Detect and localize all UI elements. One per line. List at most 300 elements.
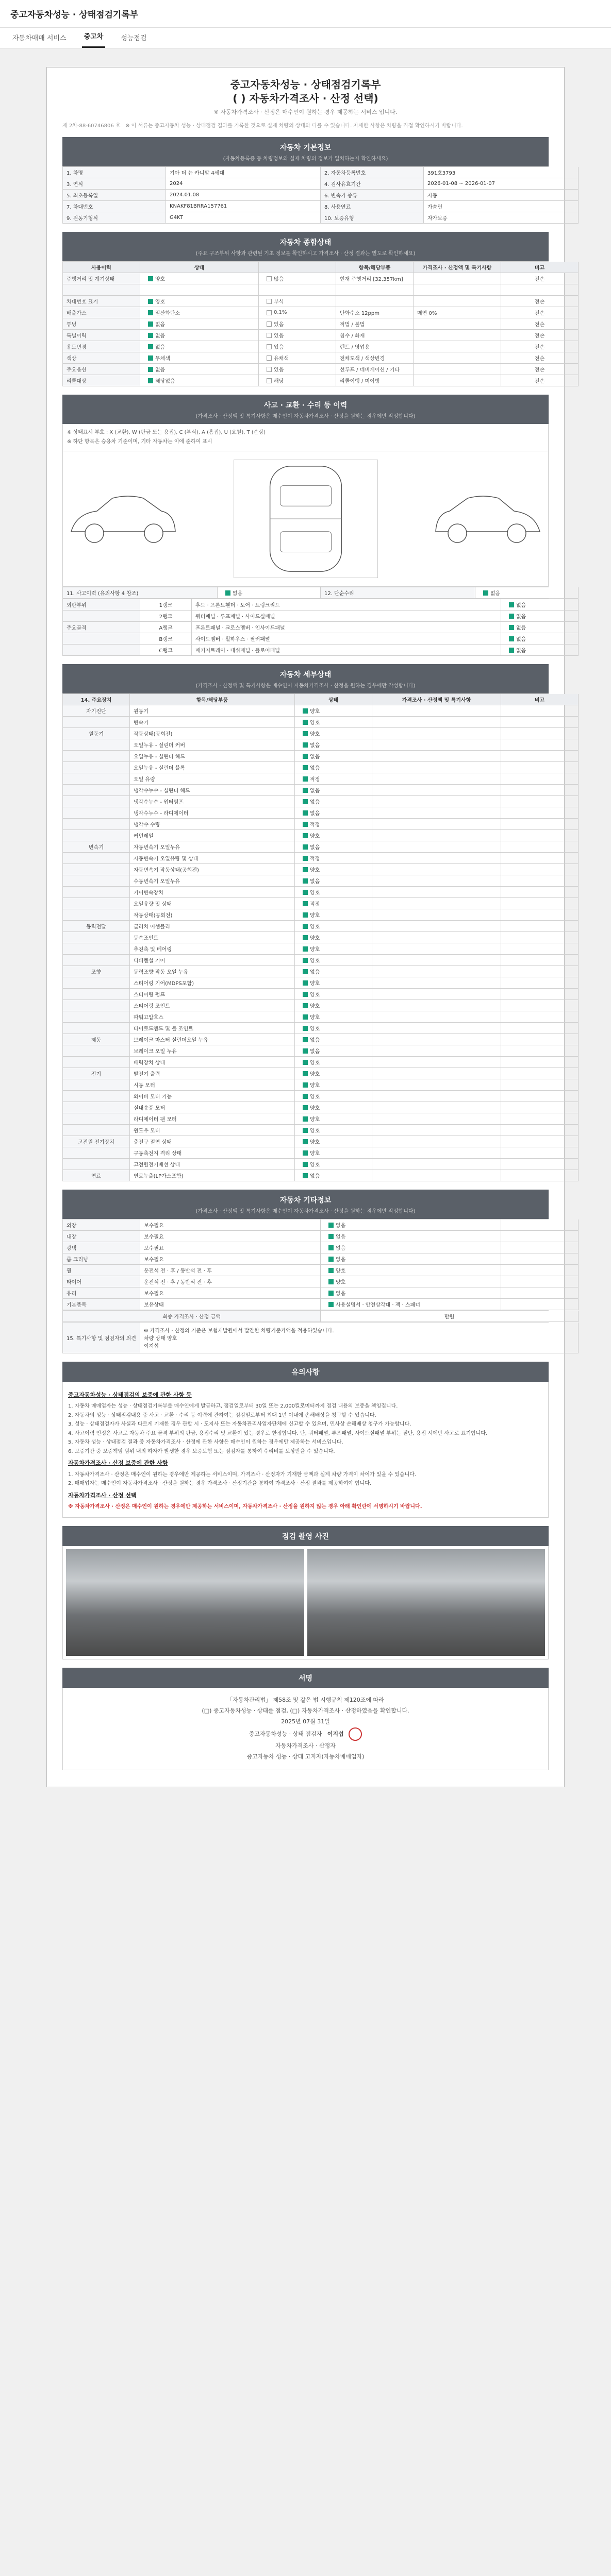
detail-group	[63, 1011, 130, 1023]
checkbox-icon	[267, 299, 272, 304]
detail-group	[63, 943, 130, 955]
extra-val-text: 사용설명서 · 안전삼각대 · 잭 · 스패너	[336, 1302, 420, 1308]
checkbox-icon	[303, 1060, 308, 1065]
status-text: 없음	[155, 333, 166, 339]
rank-cell	[501, 645, 579, 656]
detail-remark	[372, 943, 501, 955]
extra-desc: 보수필요	[140, 1253, 321, 1265]
checkbox-icon	[303, 1071, 308, 1076]
status-text: 전손	[534, 299, 545, 305]
detail-item: 등속조인트	[130, 932, 295, 943]
detail-note	[501, 762, 579, 773]
status-cell	[63, 318, 140, 330]
detail-state	[295, 773, 372, 785]
detail-state-text: 양호	[310, 1026, 320, 1032]
detail-note	[501, 807, 579, 819]
basic-cell: 기아 더 뉴 카니발 4세대	[166, 167, 321, 178]
rank-text: C랭크	[159, 648, 173, 654]
detail-note	[501, 785, 579, 796]
notice-paragraph: 2. 자동차의 성능 · 상태점검내용 중 사고 · 교환 · 수리 등 이력에 관하여는 점검일로부터 최대 1년 이내에 손해배상을 청구할 수 있습니다.	[68, 1412, 376, 1418]
detail-item: 스티어링 조인트	[130, 1000, 295, 1011]
detail-state	[295, 1034, 372, 1045]
detail-note	[501, 853, 579, 864]
detail-note	[501, 1136, 579, 1147]
status-text: 튜닝	[67, 322, 77, 328]
status-cell	[140, 330, 259, 341]
detail-state	[295, 841, 372, 853]
notice-paragraph: 4. 사고이력 인정은 사고로 자동차 주요 골격 부위의 판금, 용접수리 및 교환이 있는 경우로 한정합니다. 단, 쿼터패널, 루프패널, 사이드실패널 부위는 절단, 용접 시에만 사고로 표기합니다.	[68, 1430, 488, 1436]
detail-remark	[372, 1147, 501, 1159]
detail-state	[295, 977, 372, 989]
status-text: 일산화탄소	[155, 311, 180, 316]
extra-note	[501, 1287, 579, 1299]
status-cell	[259, 375, 336, 386]
detail-state-text: 양호	[310, 992, 320, 998]
notice-heading2: 자동차가격조사 · 산정 보증에 관한 사항	[68, 1460, 168, 1467]
rank-cell	[501, 633, 579, 645]
status-text: 전손	[534, 367, 545, 373]
status-text: 있음	[274, 345, 284, 350]
checkbox-icon	[267, 333, 272, 338]
status-text: 전손	[534, 322, 545, 328]
detail-group: 조향	[63, 966, 130, 977]
detail-state-text: 양호	[310, 1162, 320, 1168]
detail-header: 14. 주요장치	[63, 694, 130, 705]
detail-item: 시동 모터	[130, 1079, 295, 1091]
checkbox-icon	[303, 754, 308, 759]
detail-state	[295, 955, 372, 966]
legend-line1: ※ 상태표시 부호 : X (교환), W (판금 또는 용접), C (부식), A (흠집), U (요철), T (손상)	[67, 430, 266, 435]
detail-group: 전기	[63, 1068, 130, 1079]
detail-state	[295, 1125, 372, 1136]
detail-remark	[372, 1023, 501, 1034]
status-text: 없음	[155, 345, 166, 350]
signature-inspector	[63, 1727, 548, 1741]
checkbox-icon	[303, 1037, 308, 1042]
detail-group	[63, 909, 130, 921]
tab-service[interactable]: 자동차매매 서비스	[12, 35, 67, 42]
checkbox-icon	[267, 344, 272, 349]
form-number: 제 2차-88-60746806 호	[62, 123, 121, 129]
status-cell	[501, 341, 579, 352]
checkbox-icon	[328, 1245, 334, 1250]
detail-note	[501, 1159, 579, 1170]
status-text: 부식	[274, 299, 284, 305]
status-cell	[140, 341, 259, 352]
checkbox-icon	[148, 310, 153, 315]
car-left-side-icon	[66, 483, 179, 555]
checkbox-icon	[303, 1048, 308, 1054]
rank-cell	[63, 645, 140, 656]
detail-item: 브레이크 오일 누유	[130, 1045, 295, 1057]
detail-remark	[372, 955, 501, 966]
detail-note	[501, 1170, 579, 1181]
status-text: 배출가스	[67, 311, 87, 316]
inspector-label: 중고자동차성능 · 상태 점검자	[249, 1730, 322, 1737]
accident-question-row	[62, 587, 549, 599]
status-cell	[259, 341, 336, 352]
status-cell	[140, 284, 259, 296]
car-rear-photo[interactable]	[307, 1549, 546, 1656]
checkbox-icon	[267, 355, 272, 361]
rank-cell	[501, 611, 579, 622]
car-front-photo[interactable]	[66, 1549, 304, 1656]
special-note: 차량 상태 양호	[144, 1336, 177, 1342]
signature-block	[62, 1688, 549, 1770]
status-cell	[259, 364, 336, 375]
status-cell	[336, 307, 414, 318]
status-text: 특별이력	[67, 333, 87, 339]
rank-text: 사이드멤버 · 휠하우스 · 필러패널	[195, 637, 270, 642]
status-text: 전손	[534, 345, 545, 350]
final-price-value: 만원	[321, 1311, 579, 1322]
detail-state-text: 양호	[310, 1151, 320, 1157]
status-cell	[501, 296, 579, 307]
status-text: 해당	[274, 379, 284, 384]
inspection-document	[46, 67, 565, 1787]
detail-state	[295, 717, 372, 728]
rank-cell	[501, 622, 579, 633]
checkbox-icon	[303, 1094, 308, 1099]
status-header: 사용이력	[63, 262, 140, 273]
checkbox-icon	[303, 1162, 308, 1167]
status-cell	[336, 364, 414, 375]
final-price-label: 최종 가격조사 · 산정 금액	[63, 1311, 321, 1322]
detail-state-text: 양호	[310, 1060, 320, 1066]
status-cell	[63, 296, 140, 307]
extra-val	[321, 1287, 501, 1299]
detail-state-text: 양호	[310, 1072, 320, 1077]
detail-item: 자동변속기 오일유량 및 상태	[130, 853, 295, 864]
checkbox-icon	[303, 1026, 308, 1031]
special-text: ※ 가격조사 · 산정의 기준은 보험개발원에서 발간한 차량기준가액을 적용하였습니다.	[144, 1328, 334, 1334]
extra-val	[321, 1242, 501, 1253]
status-table	[62, 261, 549, 386]
status-header	[259, 262, 336, 273]
rank-text: 후드 · 프론트휀더 · 도어 · 트렁크리드	[195, 603, 280, 608]
detail-header: 비고	[501, 694, 579, 705]
status-text: 전손	[534, 379, 545, 384]
extra-key: 광택	[63, 1242, 140, 1253]
checkbox-icon	[148, 378, 153, 383]
detail-note	[501, 1034, 579, 1045]
status-text: 침수 / 화재	[340, 333, 365, 339]
checkbox-icon	[148, 321, 153, 327]
rank-text: 없음	[516, 648, 526, 654]
rank-text: 없음	[516, 603, 526, 608]
status-cell	[63, 341, 140, 352]
extra-val	[321, 1219, 501, 1231]
checkbox-icon	[303, 810, 308, 816]
extra-table	[62, 1219, 549, 1310]
status-cell	[414, 364, 501, 375]
extra-desc: 보수필요	[140, 1242, 321, 1253]
checkbox-icon	[303, 788, 308, 793]
checkbox-icon	[303, 924, 308, 929]
status-cell	[501, 273, 579, 284]
detail-state	[295, 1102, 372, 1113]
detail-item: 원동기	[130, 705, 295, 717]
detail-state	[295, 921, 372, 932]
detail-remark	[372, 762, 501, 773]
detail-state-text: 양호	[310, 936, 320, 941]
detail-state-text: 양호	[310, 1106, 320, 1111]
status-cell	[259, 273, 336, 284]
detail-state-text: 없음	[310, 766, 320, 771]
doc-title	[62, 78, 549, 106]
simple-repair-label: 12. 단순수리	[321, 587, 475, 599]
checkbox-icon	[483, 590, 488, 596]
detail-group: 동력전달	[63, 921, 130, 932]
rank-cell	[140, 645, 192, 656]
status-cell	[259, 296, 336, 307]
detail-state	[295, 909, 372, 921]
detail-state-text: 양호	[310, 1094, 320, 1100]
detail-note	[501, 1045, 579, 1057]
detail-note	[501, 1057, 579, 1068]
section-basic	[62, 137, 549, 166]
checkbox-icon	[267, 378, 272, 383]
detail-remark	[372, 989, 501, 1000]
status-cell	[414, 318, 501, 330]
detail-note	[501, 1147, 579, 1159]
status-cell	[63, 364, 140, 375]
checkbox-icon	[303, 1105, 308, 1110]
detail-group	[63, 864, 130, 875]
detail-note	[501, 1023, 579, 1034]
detail-state	[295, 1057, 372, 1068]
detail-state	[295, 966, 372, 977]
detail-item: 디퍼렌셜 기어	[130, 955, 295, 966]
checkbox-icon	[148, 299, 153, 304]
detail-state-text: 양호	[310, 834, 320, 839]
checkbox-icon	[148, 276, 153, 281]
basic-cell: G4KT	[166, 212, 321, 224]
detail-state	[295, 853, 372, 864]
status-text: 있음	[274, 367, 284, 373]
detail-group	[63, 751, 130, 762]
detail-item: 실내송풍 모터	[130, 1102, 295, 1113]
detail-state-text: 적정	[310, 777, 320, 783]
detail-item: 냉각수누수 - 워터펌프	[130, 796, 295, 807]
detail-remark	[372, 875, 501, 887]
notice-body	[62, 1382, 549, 1518]
detail-group	[63, 807, 130, 819]
detail-item: 브레이크 마스터 실린더오일 누유	[130, 1034, 295, 1045]
detail-note	[501, 1102, 579, 1113]
detail-item: 배력장치 상태	[130, 1057, 295, 1068]
detail-note	[501, 705, 579, 717]
status-cell	[259, 284, 336, 296]
section-detail-sub: (가격조사 · 산정액 및 특기사항은 매수인이 자동차가격조사 · 산정을 원하는 경우에만 작성합니다)	[195, 683, 416, 689]
status-header: 가격조사 · 산정액 및 특기사항	[414, 262, 501, 273]
section-accident	[62, 395, 549, 424]
checkbox-icon	[328, 1268, 334, 1273]
status-cell	[140, 296, 259, 307]
detail-note	[501, 1113, 579, 1125]
detail-group	[63, 1125, 130, 1136]
doc-title-line1: 중고자동차성능 · 상태점검기록부	[230, 78, 381, 91]
detail-state	[295, 943, 372, 955]
detail-state-text: 없음	[310, 1049, 320, 1055]
detail-item: 오일누유 - 실린더 헤드	[130, 751, 295, 762]
detail-state-text: 없음	[310, 800, 320, 805]
rank-cell	[63, 622, 140, 633]
detail-note	[501, 1011, 579, 1023]
detail-remark	[372, 841, 501, 853]
status-text: 리콜이행 / 미이행	[340, 379, 380, 384]
extra-key: 타이어	[63, 1276, 140, 1287]
status-cell	[414, 307, 501, 318]
status-cell	[336, 341, 414, 352]
detail-note	[501, 909, 579, 921]
checkbox-icon	[267, 321, 272, 327]
detail-item: 라디에이터 팬 모터	[130, 1113, 295, 1125]
checkbox-icon	[303, 720, 308, 725]
detail-group	[63, 1079, 130, 1091]
detail-note	[501, 932, 579, 943]
status-header: 상태	[140, 262, 259, 273]
detail-remark	[372, 1102, 501, 1113]
status-text: 많음	[274, 277, 284, 282]
detail-note	[501, 943, 579, 955]
extra-key: 룸 크리닝	[63, 1253, 140, 1265]
checkbox-icon	[303, 799, 308, 804]
detail-note	[501, 1079, 579, 1091]
extra-val-text: 없음	[336, 1234, 346, 1240]
checkbox-icon	[303, 969, 308, 974]
notice-heading3: 자동차가격조사 · 산정 선택	[68, 1492, 137, 1499]
section-signature-title: 서명	[298, 1674, 313, 1683]
checkbox-icon	[303, 822, 308, 827]
detail-note	[501, 898, 579, 909]
rank-cell	[140, 611, 192, 622]
extra-val-text: 양호	[336, 1268, 346, 1274]
detail-item: 작동상태(공회전)	[130, 728, 295, 739]
detail-group: 원동기	[63, 728, 130, 739]
detail-item: 발전기 출력	[130, 1068, 295, 1079]
rank-text: 없음	[516, 637, 526, 642]
detail-remark	[372, 1159, 501, 1170]
detail-state-text: 없음	[310, 970, 320, 975]
detail-item: 변속기	[130, 717, 295, 728]
status-cell	[336, 296, 414, 307]
stamp-icon	[349, 1727, 362, 1741]
detail-state-text: 없음	[310, 845, 320, 851]
detail-state-text: 양호	[310, 1128, 320, 1134]
extra-key: 휠	[63, 1265, 140, 1276]
detail-item: 충전구 절연 상태	[130, 1136, 295, 1147]
status-cell	[336, 273, 414, 284]
rank-cell	[501, 599, 579, 611]
detail-remark	[372, 1000, 501, 1011]
status-text: 용도변경	[67, 345, 87, 350]
detail-item: 수동변속기 오일누유	[130, 875, 295, 887]
simple-repair-text: 없음	[490, 591, 501, 597]
section-status-title: 자동차 종합상태	[279, 239, 332, 247]
detail-remark	[372, 887, 501, 898]
detail-note	[501, 875, 579, 887]
basic-cell: 자동	[424, 190, 579, 201]
detail-state	[295, 1170, 372, 1181]
detail-group	[63, 1000, 130, 1011]
status-header: 항목/해당부품	[336, 262, 414, 273]
detail-remark	[372, 785, 501, 796]
section-extra-title: 자동차 기타정보	[279, 1196, 332, 1205]
detail-note	[501, 1125, 579, 1136]
basic-cell: 4. 검사유효기간	[321, 178, 424, 190]
rank-cell	[192, 633, 501, 645]
extra-desc: 보수필요	[140, 1287, 321, 1299]
notice-paragraph: 1. 자동차가격조사 · 산정은 매수인이 원하는 경우에만 제공하는 서비스이며, 가격조사 · 산정자가 기재한 금액과 실제 차량 가격이 차이가 있을 수 있습니다.	[68, 1471, 417, 1478]
detail-remark	[372, 1045, 501, 1057]
extra-desc: 보수필요	[140, 1219, 321, 1231]
extra-val-text: 없음	[336, 1291, 346, 1297]
detail-item: 냉각수 수량	[130, 819, 295, 830]
status-cell	[501, 284, 579, 296]
notice-paragraph: 2. 매매업자는 매수인이 자동차가격조사 · 산정을 원하는 경우 가격조사 · 산정기관을 통하여 가격조사 · 산정 결과를 제공하여야 합니다.	[68, 1481, 372, 1486]
checkbox-icon	[303, 1116, 308, 1122]
extra-note	[501, 1265, 579, 1276]
status-cell	[336, 375, 414, 386]
tab-inspection[interactable]: 성능점검	[121, 35, 147, 42]
tab-used-car[interactable]: 중고차	[82, 31, 106, 48]
detail-state	[295, 864, 372, 875]
checkbox-icon	[148, 344, 153, 349]
detail-state-text: 양호	[310, 709, 320, 715]
detail-group	[63, 955, 130, 966]
status-header: 비고	[501, 262, 579, 273]
status-text: 현재 주행거리 [32,357km]	[340, 277, 403, 282]
detail-note	[501, 966, 579, 977]
detail-remark	[372, 1136, 501, 1147]
rank-cell	[192, 645, 501, 656]
detail-item: 와이퍼 모터 기능	[130, 1091, 295, 1102]
status-text: 선루프 / 네비게이션 / 기타	[340, 367, 400, 373]
photo-row	[62, 1546, 549, 1659]
status-cell	[414, 296, 501, 307]
detail-state-text: 양호	[310, 924, 320, 930]
basic-cell: 3. 연식	[63, 178, 166, 190]
checkbox-icon	[303, 742, 308, 748]
detail-remark	[372, 739, 501, 751]
checkbox-icon	[509, 648, 514, 653]
rank-text: 1랭크	[159, 603, 173, 608]
app-title: 중고자동차성능 · 상태점검기록부	[0, 0, 611, 28]
status-cell	[140, 307, 259, 318]
section-notice	[62, 1362, 549, 1382]
detail-state-text: 적정	[310, 856, 320, 862]
extra-desc: 보유상태	[140, 1299, 321, 1310]
detail-item: 고전원전기배선 상태	[130, 1159, 295, 1170]
status-text: 적법 / 불법	[340, 322, 365, 328]
detail-group	[63, 853, 130, 864]
checkbox-icon	[303, 776, 308, 782]
section-status-sub: (주요 구조부위 사항과 관련된 기초 정보를 확인하시고 가격조사 · 산정 결과는 별도로 확인하세요)	[195, 251, 416, 257]
detail-group	[63, 773, 130, 785]
status-cell	[336, 284, 414, 296]
detail-note	[501, 739, 579, 751]
detail-header: 항목/해당부품	[130, 694, 295, 705]
detail-state	[295, 1113, 372, 1125]
status-cell	[336, 330, 414, 341]
accident-history-text: 없음	[233, 591, 243, 597]
status-cell	[259, 352, 336, 364]
detail-note	[501, 887, 579, 898]
app-tabs	[0, 28, 611, 48]
extra-note	[501, 1276, 579, 1287]
detail-group	[63, 1045, 130, 1057]
